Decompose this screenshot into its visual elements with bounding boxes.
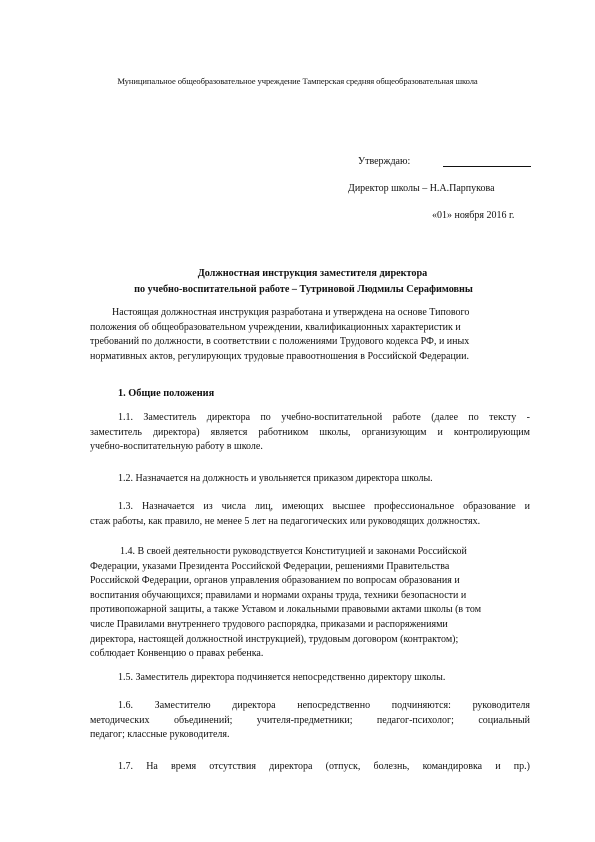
text-line: 1.2. Назначается на должность и увольняется приказом директора школы.: [118, 473, 433, 484]
paragraph-1-3: [90, 500, 530, 529]
text-line: 1.7. На время отсутствия директора (отпуск, болезнь, командировка и пр.): [118, 761, 530, 772]
text-line: директора, настоящей должностной инструкцией), трудовым договором (контрактом);: [90, 633, 459, 645]
text-line: Настоящая должностная инструкция разработана и утверждена на основе Типового: [112, 307, 470, 318]
text-line: 1.4. В своей деятельности руководствуется Конституцией и законами Российской: [120, 546, 467, 557]
paragraph-1-1: [90, 411, 530, 455]
document-title-line-2: по учебно-воспитательной работе – Тутриновой Людмилы Серафимовны: [134, 284, 473, 295]
text-line: педагог; классные руководителя.: [90, 729, 230, 741]
paragraph-1-4: [90, 545, 530, 662]
text-line: Российской Федерации, органов управления образованием по вопросам образования и: [90, 575, 460, 587]
text-line: нормативных актов, регулирующих трудовые правоотношения в Российской Федерации.: [90, 350, 470, 362]
signature-line: [443, 166, 531, 167]
paragraph-1-6: [90, 699, 530, 743]
text-line: соблюдает Конвенцию о правах ребенка.: [90, 648, 264, 660]
approval-director: Директор школы – Н.А.Парпукова: [348, 183, 495, 194]
text-line: противопожарной защиты, а также Уставом и локальными правовыми актами школы (в том: [90, 604, 482, 616]
text-line: требований по должности, в соответствии с положениями Трудового кодекса РФ, и иных: [90, 336, 470, 348]
text-line: 1.5. Заместитель директора подчиняется непосредственно директору школы.: [118, 672, 446, 683]
text-line: стаж работы, как правило, не менее 5 лет на педагогических или руководящих должностях.: [90, 515, 481, 527]
text-line: 1.3. Назначается из числа лиц, имеющих высшее профессиональное образование и: [118, 501, 530, 512]
document-title-line-1: Должностная инструкция заместителя директора: [197, 268, 428, 279]
text-line: 1.6. Заместителю директора непосредственно подчиняются: руководителя: [118, 700, 530, 711]
paragraph-1-7: [90, 760, 530, 775]
paragraph-1-2: [90, 472, 530, 487]
text-line: Федерации, указами Президента Российской Федерации, решениями Правительства: [90, 560, 450, 572]
approval-label: Утверждаю:: [358, 156, 411, 167]
text-line: 1.1. Заместитель директора по учебно-воспитательной работе (далее по тексту -: [118, 412, 530, 423]
section-heading: 1. Общие положения: [118, 388, 215, 399]
school-name: Муниципальное общеобразовательное учреждение Тамперская средняя общеобразовательная школа: [117, 76, 478, 86]
text-line: учебно-воспитательную работу в школе.: [90, 441, 263, 453]
text-line: числе Правилами внутреннего трудового распорядка, приказами и распоряжениями: [90, 618, 448, 630]
text-line: воспитания обучающихся; правилами и нормами охраны труда, техники безопасности и: [90, 589, 467, 601]
text-line: методических объединений; учителя-предметники; педагог-психолог; социальный: [90, 714, 530, 726]
approval-date: «01» ноября 2016 г.: [432, 210, 515, 221]
paragraph-1-5: [90, 671, 530, 686]
intro-paragraph: [90, 306, 530, 364]
text-line: положения об общеобразовательном учреждении, квалификационных характеристик и: [90, 321, 461, 333]
text-line: заместитель директора) является работником школы, организующим и контролирующим: [90, 426, 530, 438]
